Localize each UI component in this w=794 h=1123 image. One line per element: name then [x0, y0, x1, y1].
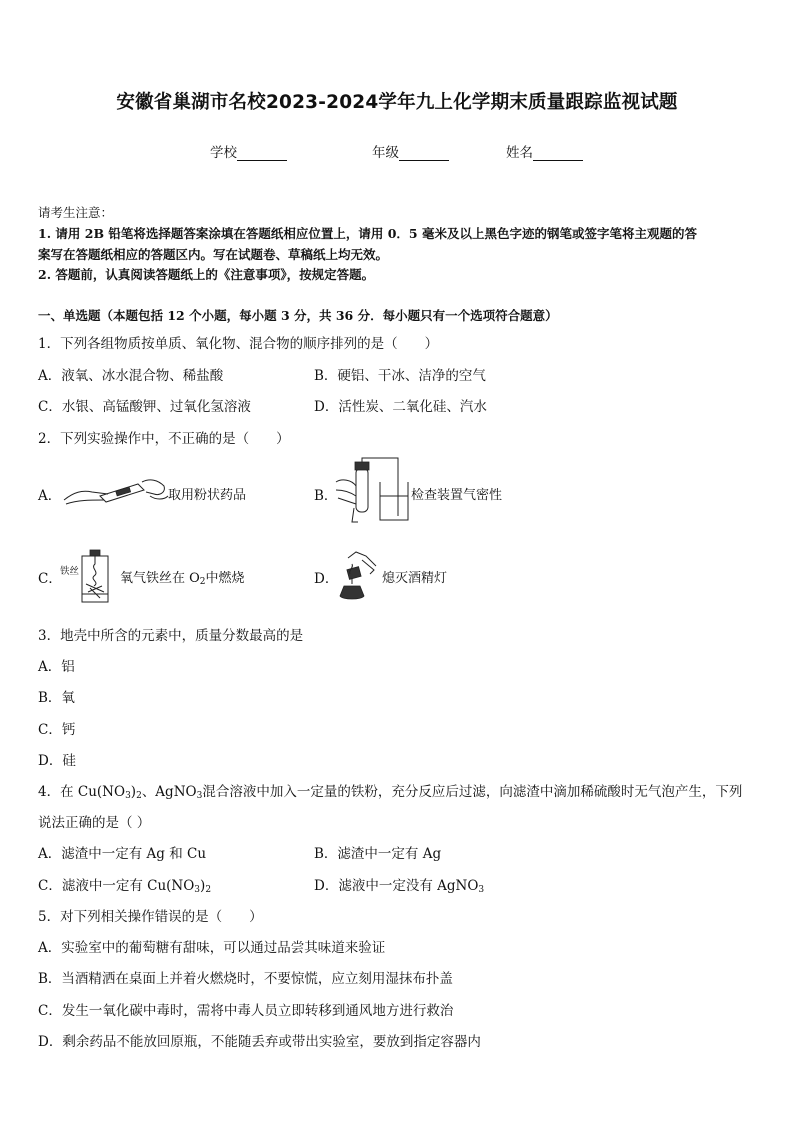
- q5-option-d: D．剩余药品不能放回原瓶，不能随丢弃或带出实验室，要放到指定容器内: [38, 1034, 481, 1050]
- q4-c-sub1: 3: [194, 885, 201, 895]
- school-field: [210, 141, 287, 161]
- q4-stem-line-2: 说法正确的是（ ）: [38, 815, 151, 831]
- notice-heading: 请考生注意：: [38, 205, 114, 220]
- q2-option-a-letter: A．: [38, 488, 62, 504]
- q2-option-c-letter: C．: [38, 571, 62, 587]
- q3-stem: 3．地壳中所含的元素中，质量分数最高的是: [38, 628, 304, 644]
- q1-stem: 1．下列各组物质按单质、氧化物、混合物的顺序排列的是（ ）: [38, 336, 439, 352]
- q3-option-d: D．硅: [38, 753, 76, 769]
- q4-d-sub: 3: [478, 885, 485, 895]
- grade-field: [372, 141, 449, 161]
- q1-option-b: B．硬铝、干冰、洁净的空气: [314, 368, 486, 384]
- section-heading: 一、单选题（本题包括 12 个小题，每小题 3 分，共 36 分．每小题只有一个选项符合题意）: [38, 308, 558, 323]
- school-label: 学校: [210, 145, 237, 161]
- grade-label: 年级: [372, 145, 399, 161]
- q2-option-a-caption: 取用粉状药品: [168, 488, 247, 503]
- q2-option-b-letter: B．: [314, 488, 338, 504]
- q2-c-caption-sub: 2: [199, 577, 206, 587]
- q4-stem-mid: ): [130, 784, 137, 800]
- grade-blank: [399, 146, 449, 161]
- q2-option-d-caption: 熄灭酒精灯: [382, 571, 448, 586]
- q4-stem-post: 混合溶液中加入一定量的铁粉，充分反应后过滤，向滤渣中滴加稀硫酸时无气泡产生，下列: [202, 784, 743, 800]
- q4-stem-sub1: 3: [125, 791, 131, 801]
- name-field: [506, 141, 583, 161]
- school-blank: [237, 146, 287, 161]
- q3-option-a: A．铝: [38, 659, 75, 675]
- q4-stem-line-1: [38, 780, 742, 801]
- q2-option-c-caption: [120, 567, 245, 587]
- q2-stem: 2．下列实验操作中，不正确的是（ ）: [38, 431, 290, 447]
- q5-option-b: B．当酒精洒在桌面上并着火燃烧时，不要惊慌，应立刻用湿抹布扑盖: [38, 971, 453, 987]
- q4-c-pre: C．滤液中一定有 Cu(NO: [38, 878, 195, 894]
- notice-item-1-line-1: 1. 请用 2B 铅笔将选择题答案涂填在答题纸相应位置上，请用 0．5 毫米及以上黑色字迹的钢笔或签字笔将主观题的答: [38, 226, 697, 241]
- notice-item-2: 2. 答题前，认真阅读答题纸上的《注意事项》，按规定答题。: [38, 267, 375, 282]
- q4-option-b: B．滤渣中一定有 Ag: [314, 846, 442, 862]
- q5-option-c: C．发生一氧化碳中毒时，需将中毒人员立即转移到通风地方进行救治: [38, 1003, 454, 1019]
- q4-stem-sub3: 3: [196, 791, 203, 801]
- q1-option-d: D．活性炭、二氧化硅、汽水: [314, 399, 487, 415]
- q5-stem: 5．对下列相关操作错误的是（ ）: [38, 909, 263, 925]
- q4-option-d: [314, 874, 484, 895]
- powder-sampling-figure: [60, 470, 170, 512]
- airtightness-check-figure: [334, 456, 410, 524]
- q2-option-d-letter: D．: [314, 571, 339, 587]
- q3-option-b: B．氧: [38, 690, 75, 706]
- name-label: 姓名: [506, 145, 533, 161]
- q4-option-c: [38, 874, 211, 895]
- q1-option-c: C．水银、高锰酸钾、过氧化氢溶液: [38, 399, 251, 415]
- q4-d-pre: D．滤液中一定没有 AgNO: [314, 878, 479, 894]
- q2-c-iron-wire-label: 铁丝: [60, 566, 80, 577]
- q2-c-caption-post: 中燃烧: [205, 571, 245, 586]
- alcohol-lamp-figure: [336, 548, 380, 602]
- q5-option-a: A．实验室中的葡萄糖有甜味，可以通过品尝其味道来验证: [38, 940, 386, 956]
- page-title: 安徽省巢湖市名校2023-2024学年九上化学期末质量跟踪监视试题: [116, 92, 678, 113]
- q2-c-caption-pre: 氧气铁丝在 O: [120, 571, 200, 586]
- q4-option-a: A．滤渣中一定有 Ag 和 Cu: [38, 846, 207, 862]
- q3-option-c: C．钙: [38, 722, 76, 738]
- q2-option-b-caption: 检查装置气密性: [411, 488, 503, 503]
- q4-c-sub2: 2: [205, 885, 212, 895]
- q4-stem-sub2: 2: [136, 791, 142, 801]
- q4-stem-mid2: 、AgNO: [141, 784, 197, 800]
- q4-stem-pre: 4．在 Cu(NO: [38, 784, 126, 800]
- name-blank: [533, 146, 583, 161]
- q1-option-a: A．液氧、冰水混合物、稀盐酸: [38, 368, 224, 384]
- notice-item-1-line-2: 案写在答题纸相应的答题区内。写在试题卷、草稿纸上均无效。: [38, 247, 389, 262]
- q4-c-mid: ): [200, 878, 206, 894]
